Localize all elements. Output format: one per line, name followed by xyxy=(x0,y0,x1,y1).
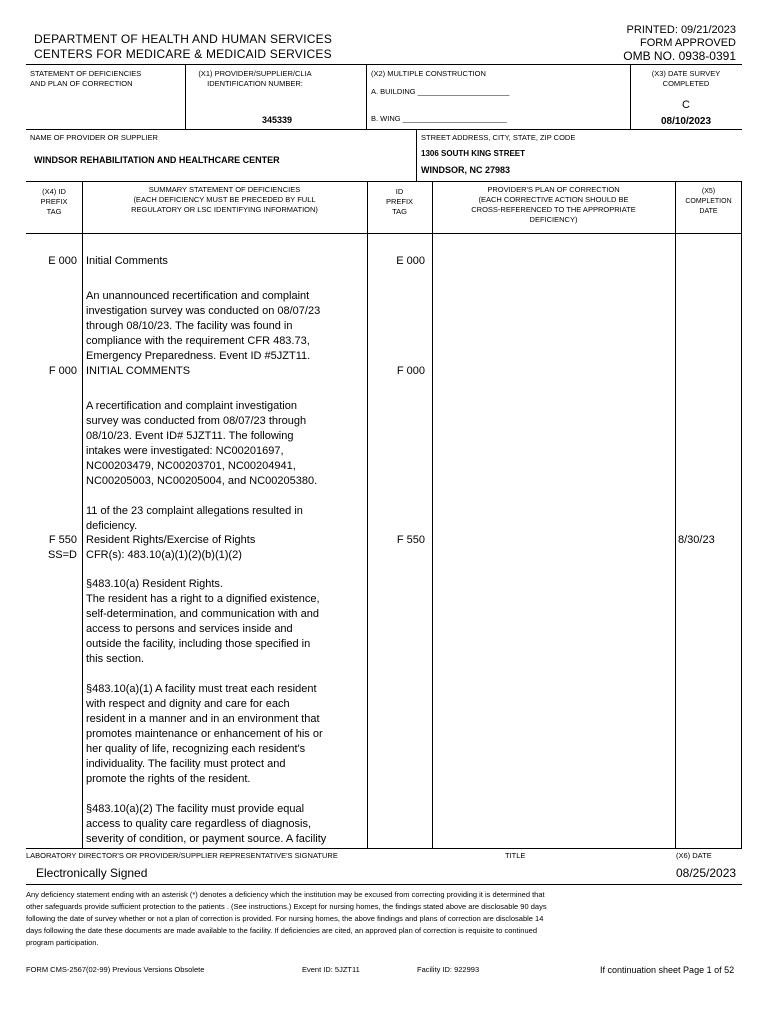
right-tag-f000: F 000 xyxy=(396,365,425,377)
tag-f000: F 000 xyxy=(48,365,77,377)
f550-title: Resident Rights/Exercise of Rights xyxy=(86,534,256,546)
x3-label: (X3) DATE SURVEY COMPLETED xyxy=(651,69,721,88)
disclaimer-text: Any deficiency statement ending with an asterisk (*) denotes a deficiency which the institution may be excused from correcting providing it is determined that other safeguards provide sufficient protection to the patients . (See instructions.) Except for nursing homes, the findings stated above are disclosable 90 days following the date of survey whether or not a plan of correction is provided. For nursing homes, the above findings and plans of correction are disclosable 14 days following the date these documents are made available to the facility. If deficiencies are cited, an approved plan of correction is requisite to continued program participation. xyxy=(26,890,547,947)
divider-x2 xyxy=(366,64,367,130)
divider-col-1 xyxy=(82,181,83,849)
col-header-x5: (X5) COMPLETION DATE xyxy=(685,188,732,215)
f550-completion-date: 8/30/23 xyxy=(678,534,715,546)
e000-body: An unannounced recertification and complaint investigation survey was conducted on 08/07/23 through 08/10/23. The facility was found in compliance with the requirement CFR 483.73, Emergency Preparedness. Event ID #5JZT11. xyxy=(86,290,321,362)
divider-x1 xyxy=(185,64,186,130)
dept-line-2: CENTERS FOR MEDICARE & MEDICAID SERVICES xyxy=(34,47,332,61)
col-header-id: ID PREFIX TAG xyxy=(385,187,414,216)
x1-label: (X1) PROVIDER/SUPPLIER/CLIA IDENTIFICATION NUMBER: xyxy=(198,69,312,88)
scope-severity: SS=D xyxy=(47,549,77,561)
address-city: WINDSOR, NC 27983 xyxy=(421,165,511,175)
x2-building: A. BUILDING ______________________ xyxy=(371,87,510,96)
right-tag-e000: E 000 xyxy=(396,255,425,267)
statement-label: STATEMENT OF DEFICIENCIES AND PLAN OF CORRECTION xyxy=(30,69,142,88)
page-indicator: If continuation sheet Page 1 of 52 xyxy=(600,965,735,975)
x3-code: C xyxy=(682,99,690,111)
divider-right-edge xyxy=(741,181,742,849)
divider-address xyxy=(416,129,417,181)
form-approved: FORM APPROVED xyxy=(640,37,736,49)
facility-id: Facility ID: 922993 xyxy=(417,965,480,974)
form-number: FORM CMS-2567(02-99) Previous Versions Obsolete xyxy=(26,965,205,974)
title-label: TITLE xyxy=(505,851,526,860)
f550-cfr: CFR(s): 483.10(a)(1)(2)(b)(1)(2) xyxy=(86,549,242,561)
omb-number: OMB NO. 0938-0391 xyxy=(623,49,736,63)
f550-body: §483.10(a) Resident Rights. The resident has a right to a dignified existence, self-determination, and communication with and access to persons and services inside and outside the facility, including those specified in this section. §483.10(a)(1) A facility must treat each resident with respect and dignity and care for each resident in a manner and in an environment that promotes maintenance or enhancement of his or her quality of life, recognizing each resident's individuality. The facility must protect and promote the rights of the resident. §483.10(a)(2) The facility must provide equal access to quality care regardless of diagnosis, severity of condition, or payment source. A facility xyxy=(86,578,327,845)
e000-title: Initial Comments xyxy=(86,255,168,267)
rule-below-provider xyxy=(26,181,742,182)
rule-below-signature xyxy=(26,884,742,885)
agency-header xyxy=(34,32,332,62)
tag-e000: E 000 xyxy=(48,255,77,267)
signature-value: Electronically Signed xyxy=(36,866,148,880)
date-label: (X6) DATE xyxy=(676,851,712,860)
address-label: STREET ADDRESS, CITY, STATE, ZIP CODE xyxy=(421,133,576,142)
x2-label: (X2) MULTIPLE CONSTRUCTION xyxy=(371,69,486,78)
provider-name: WINDSOR REHABILITATION AND HEALTHCARE CENTER xyxy=(34,155,280,165)
col-header-summary: SUMMARY STATEMENT OF DEFICIENCIES (EACH DEFICIENCY MUST BE PRECEDED BY FULL REGULATORY OR LSC IDENTIFYING INFORMATION) xyxy=(131,185,318,214)
rule-below-col-headers xyxy=(26,233,742,234)
address-street: 1306 SOUTH KING STREET xyxy=(421,149,526,158)
f000-title: INITIAL COMMENTS xyxy=(86,365,191,377)
x3-survey-date: 08/10/2023 xyxy=(660,116,712,127)
divider-col-2 xyxy=(367,181,368,849)
provider-name-label: NAME OF PROVIDER OR SUPPLIER xyxy=(30,133,158,142)
divider-x3 xyxy=(630,64,631,130)
rule-below-ids xyxy=(26,129,742,130)
signature-date: 08/25/2023 xyxy=(676,866,737,880)
col-header-x4: (X4) ID PREFIX TAG xyxy=(40,187,68,216)
divider-col-4 xyxy=(675,181,676,849)
event-id: Event ID: 5JZT11 xyxy=(302,965,360,974)
col-header-plan: PROVIDER'S PLAN OF CORRECTION (EACH CORRECTIVE ACTION SHOULD BE CROSS-REFERENCED TO THE APPROPRIATE DEFICIENCY) xyxy=(471,185,636,224)
top-rule xyxy=(26,64,742,65)
signature-label: LABORATORY DIRECTOR'S OR PROVIDER/SUPPLIER REPRESENTATIVE'S SIGNATURE xyxy=(26,851,338,860)
f000-body: A recertification and complaint investigation survey was conducted from 08/07/23 through 08/10/23. Event ID# 5JZT11. The following intakes were investigated: NC00201697, NC00203479, NC00203701, NC00204941, NC00205003, NC00205004, and NC00205380. 11 of the 23 complaint allegations resulted in deficiency. xyxy=(86,400,318,532)
x2-wing: B. WING _________________________ xyxy=(371,114,507,123)
x1-provider-number: 345339 xyxy=(262,115,293,125)
divider-col-3 xyxy=(432,181,433,849)
right-tag-f550: F 550 xyxy=(396,534,425,546)
form-meta xyxy=(623,24,736,63)
printed-date: PRINTED: 09/21/2023 xyxy=(626,24,736,36)
rule-above-signature xyxy=(26,848,742,849)
tag-f550: F 550 xyxy=(48,534,77,546)
dept-line-1: DEPARTMENT OF HEALTH AND HUMAN SERVICES xyxy=(34,32,333,46)
